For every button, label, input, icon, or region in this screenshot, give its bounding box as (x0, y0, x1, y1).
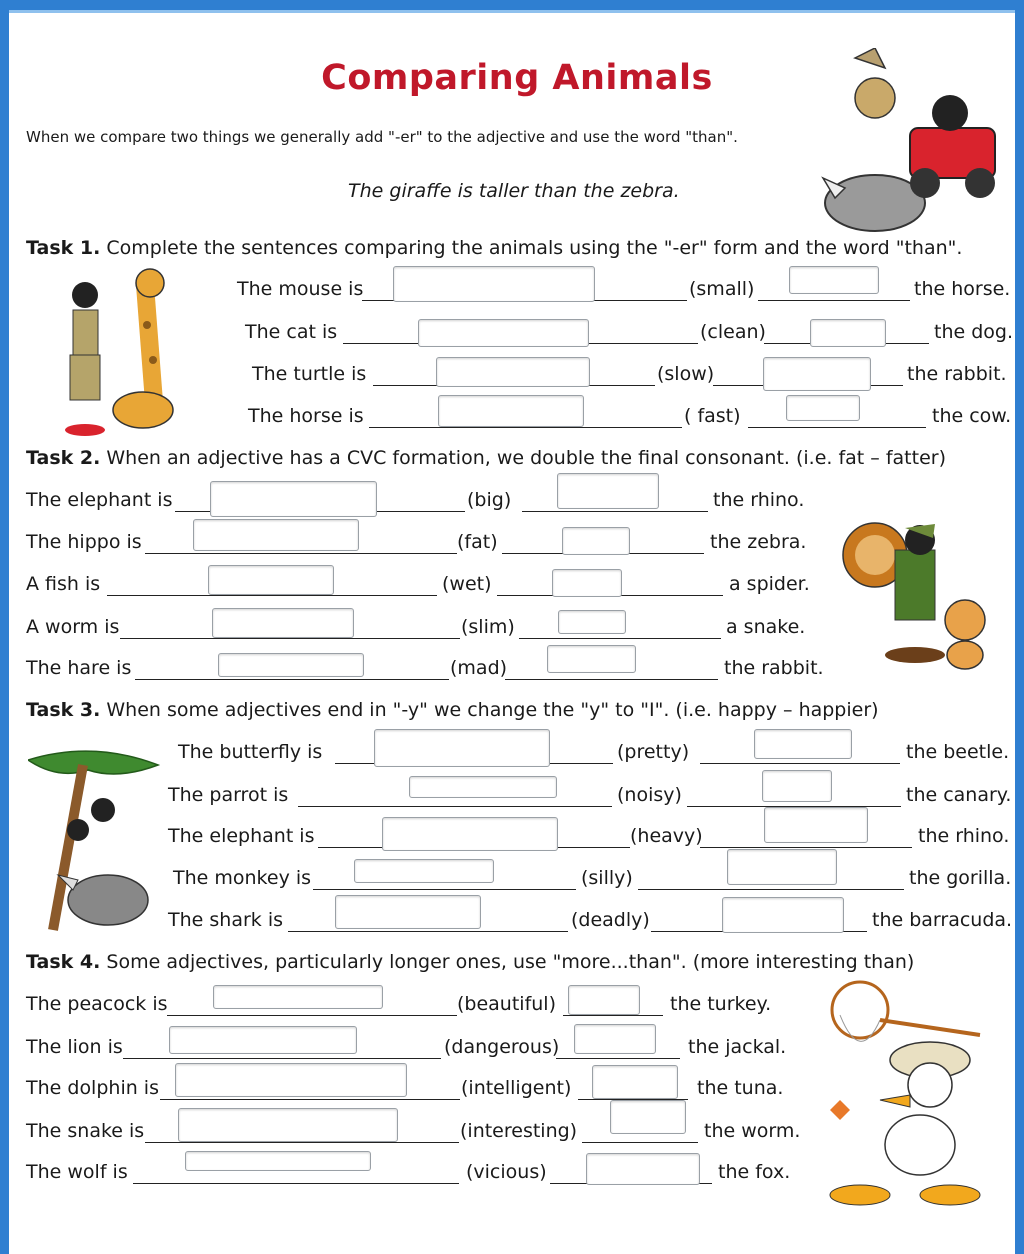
adjective-hint: (slow) (657, 363, 715, 385)
sentence-end: a snake. (726, 616, 806, 638)
answer-line (123, 1058, 441, 1059)
answer-line (120, 638, 460, 639)
answer-box[interactable] (727, 849, 837, 885)
sentence-end: the gorilla. (909, 867, 1012, 889)
answer-box[interactable] (586, 1153, 700, 1185)
sentence-start: The monkey is (173, 867, 312, 889)
answer-box[interactable] (208, 565, 334, 595)
page-title: Comparing Animals (321, 58, 713, 98)
answer-box[interactable] (374, 729, 550, 767)
adjective-hint: (mad) (450, 657, 508, 679)
sentence-end: the rabbit. (907, 363, 1007, 385)
sentence-start: The cat is (245, 321, 338, 343)
answer-box[interactable] (568, 985, 640, 1015)
task3-item-3 (0, 825, 1024, 855)
task4-item-2 (0, 1036, 1024, 1066)
adjective-hint: (heavy) (630, 825, 703, 847)
sentence-start: The parrot is (168, 784, 289, 806)
sentence-start: The hare is (26, 657, 132, 679)
sentence-end: the dog. (934, 321, 1014, 343)
answer-box[interactable] (382, 817, 558, 851)
sentence-end: the barracuda. (872, 909, 1013, 931)
answer-box[interactable] (557, 473, 659, 509)
adjective-hint: (big) (467, 489, 512, 511)
answer-box[interactable] (562, 527, 630, 555)
answer-box[interactable] (786, 395, 860, 421)
adjective-hint: (slim) (461, 616, 515, 638)
answer-box[interactable] (213, 985, 383, 1009)
answer-line (145, 1142, 459, 1143)
answer-line (107, 595, 437, 596)
task4-item-4 (0, 1120, 1024, 1150)
task2-item-5 (0, 657, 1024, 687)
answer-box[interactable] (438, 395, 584, 427)
task3-heading (26, 699, 879, 721)
answer-box[interactable] (193, 519, 359, 551)
answer-box[interactable] (763, 357, 871, 391)
sentence-end: the zebra. (710, 531, 807, 553)
sentence-start: The wolf is (26, 1161, 128, 1183)
task1-item-4 (0, 405, 1024, 435)
answer-line (638, 889, 904, 890)
sentence-start: A worm is (26, 616, 120, 638)
answer-line (700, 763, 900, 764)
answer-box[interactable] (218, 653, 364, 677)
answer-box[interactable] (393, 266, 595, 302)
answer-box[interactable] (574, 1024, 656, 1054)
sentence-start: The hippo is (26, 531, 142, 553)
sentence-end: the jackal. (688, 1036, 787, 1058)
sentence-start: The elephant is (26, 489, 173, 511)
answer-line (582, 1142, 698, 1143)
answer-box[interactable] (762, 770, 832, 802)
answer-line (167, 1015, 457, 1016)
answer-box[interactable] (764, 807, 868, 843)
sentence-end: the turkey. (670, 993, 772, 1015)
task1-heading (26, 237, 962, 259)
adjective-hint: (deadly) (571, 909, 650, 931)
task4-heading (26, 951, 914, 973)
sentence-end: the cow. (932, 405, 1012, 427)
task2-instruction: When an adjective has a CVC formation, we double the final consonant. (i.e. fat – fatter) (106, 447, 946, 469)
sentence-end: the canary. (906, 784, 1012, 806)
answer-box[interactable] (789, 266, 879, 294)
task1-item-1 (0, 278, 1024, 308)
sentence-end: the tuna. (697, 1077, 784, 1099)
answer-line (313, 889, 576, 890)
adjective-hint: (silly) (581, 867, 633, 889)
adjective-hint: (dangerous) (444, 1036, 560, 1058)
answer-box[interactable] (810, 319, 886, 347)
answer-line (758, 300, 910, 301)
answer-box[interactable] (552, 569, 622, 597)
task2-item-3 (0, 573, 1024, 603)
sentence-start: The shark is (168, 909, 283, 931)
answer-line (145, 553, 457, 554)
task2-item-1 (0, 489, 1024, 519)
task3-item-1 (0, 741, 1024, 771)
answer-line (563, 1015, 663, 1016)
sentence-start: The butterfly is (178, 741, 323, 763)
sentence-end: the beetle. (906, 741, 1010, 763)
sentence-end: the rhino. (918, 825, 1010, 847)
adjective-hint: (small) (689, 278, 755, 300)
task3-label: Task 3. (26, 699, 101, 721)
adjective-hint: ( fast) (684, 405, 741, 427)
sentence-start: The elephant is (168, 825, 315, 847)
task3-item-2 (0, 784, 1024, 814)
adjective-hint: (pretty) (617, 741, 690, 763)
task2-item-4 (0, 616, 1024, 646)
answer-box[interactable] (175, 1063, 407, 1097)
sentence-end: the fox. (718, 1161, 791, 1183)
task2-heading (26, 447, 946, 469)
task4-instruction: Some adjectives, particularly longer ones, use "more...than". (more interesting than) (106, 951, 915, 973)
adjective-hint: (beautiful) (457, 993, 556, 1015)
sentence-start: The snake is (26, 1120, 145, 1142)
sentence-start: The turtle is (252, 363, 367, 385)
task1-item-3 (0, 363, 1024, 393)
sentence-start: The mouse is (237, 278, 364, 300)
sentence-start: A fish is (26, 573, 101, 595)
answer-box[interactable] (409, 776, 557, 798)
answer-line (748, 427, 926, 428)
answer-line (556, 1058, 680, 1059)
sentence-start: The lion is (26, 1036, 123, 1058)
sentence-end: the rabbit. (724, 657, 824, 679)
answer-line (369, 427, 682, 428)
answer-box[interactable] (178, 1108, 398, 1142)
adjective-hint: (vicious) (466, 1161, 547, 1183)
task1-instruction: Complete the sentences comparing the animals using the "-er" form and the word "than". (106, 237, 963, 259)
answer-box[interactable] (335, 895, 481, 929)
adjective-hint: (clean) (700, 321, 766, 343)
answer-box[interactable] (722, 897, 844, 933)
adjective-hint: (wet) (442, 573, 492, 595)
example-sentence: The giraffe is taller than the zebra. (348, 180, 680, 202)
answer-box[interactable] (610, 1100, 686, 1134)
answer-box[interactable] (558, 610, 626, 634)
adjective-hint: (interesting) (460, 1120, 578, 1142)
answer-box[interactable] (354, 859, 494, 883)
sentence-end: the worm. (704, 1120, 801, 1142)
answer-box[interactable] (754, 729, 852, 759)
answer-line (505, 679, 718, 680)
task1-label: Task 1. (26, 237, 101, 259)
answer-line (135, 679, 449, 680)
task4-item-5 (0, 1161, 1024, 1191)
jeep-rhino-illustration (815, 48, 1005, 233)
answer-box[interactable] (169, 1026, 357, 1054)
page-frame-top (0, 0, 1024, 10)
answer-line (160, 1099, 460, 1100)
answer-line (700, 847, 912, 848)
sentence-start: The dolphin is (26, 1077, 159, 1099)
answer-box[interactable] (418, 319, 589, 347)
task4-item-1 (0, 993, 1024, 1023)
sentence-start: The horse is (248, 405, 364, 427)
sentence-end: the rhino. (713, 489, 805, 511)
answer-box[interactable] (436, 357, 590, 387)
answer-line (298, 806, 612, 807)
task2-label: Task 2. (26, 447, 101, 469)
task3-instruction: When some adjectives end in "-y" we change the "y" to "I". (i.e. happy – happier) (106, 699, 879, 721)
answer-line (519, 638, 721, 639)
sentence-end: a spider. (729, 573, 810, 595)
answer-line (288, 931, 568, 932)
answer-box[interactable] (210, 481, 377, 517)
answer-line (133, 1183, 459, 1184)
adjective-hint: (noisy) (617, 784, 682, 806)
task1-item-2 (0, 321, 1024, 351)
adjective-hint: (fat) (457, 531, 498, 553)
intro-text: When we compare two things we generally add "-er" to the adjective and use the word "than". (26, 128, 738, 146)
task4-label: Task 4. (26, 951, 101, 973)
sentence-end: the horse. (914, 278, 1011, 300)
answer-box[interactable] (185, 1151, 371, 1171)
task3-item-4 (0, 867, 1024, 897)
task4-item-3 (0, 1077, 1024, 1107)
sentence-start: The peacock is (26, 993, 168, 1015)
answer-box[interactable] (592, 1065, 678, 1099)
answer-box[interactable] (212, 608, 354, 638)
answer-line (522, 511, 708, 512)
adjective-hint: (intelligent) (461, 1077, 572, 1099)
task2-item-2 (0, 531, 1024, 561)
task3-item-5 (0, 909, 1024, 939)
answer-box[interactable] (547, 645, 636, 673)
